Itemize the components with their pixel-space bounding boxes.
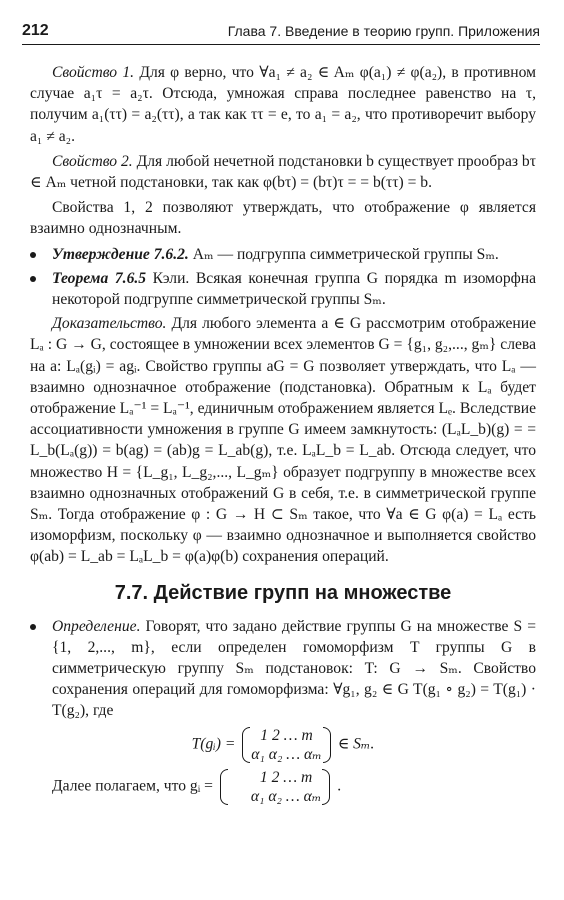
page-number: 212: [22, 22, 49, 39]
assumption-lhs: Далее полагаем, что gᵢ =: [52, 777, 213, 795]
property-1-label: Свойство 1.: [52, 64, 135, 81]
matrix-bottom-row: α₁ α₂ … αₘ: [251, 745, 322, 763]
definition-label: Определение.: [52, 617, 141, 635]
property-1-text: Для φ верно, что ∀a₁ ≠ a₂ ∈ Aₘ φ(a₁) ≠ φ(a₂), в противном случае a₁τ = a₂τ. Отсюда, умножая справа последнее равенство на τ, получим a₁(ττ) = a₂(ττ), а так как ττ = e, то a₁ = a₂, что противоречит выбору a₁ ≠ a₂.: [30, 64, 536, 145]
permutation-formula: [30, 726, 536, 764]
page-body: [30, 62, 536, 810]
matrix-top-row: 1 2 … m: [260, 726, 313, 744]
permutation-matrix: [242, 726, 331, 764]
definition-item: [30, 616, 536, 722]
property-2-paragraph: [30, 151, 536, 193]
proof-label: Доказательство.: [52, 315, 167, 333]
bullet-icon: [30, 252, 36, 258]
formula-lhs: T(gᵢ) =: [191, 735, 236, 753]
property-2-text: Для любой нечетной подстановки b существует прообраз bτ ∈ Aₘ четной подстановки, так как φ(bτ) = (bτ)τ = = b(ττ) = b.: [30, 152, 536, 192]
assumption-formula: [30, 768, 536, 806]
statement-7-6-2-item: [30, 244, 536, 265]
matrix-top-row: 1 2 … m: [259, 768, 313, 786]
running-head: Глава 7. Введение в теорию групп. Приложения: [227, 23, 540, 39]
page-header: [22, 20, 540, 45]
matrix-bottom-row: α₁ α₂ … αₘ: [250, 787, 322, 805]
theorem-text: Кэли. Всякая конечная группа G порядка m изоморфна некоторой подгруппе симметрической группы Sₘ.: [52, 269, 537, 309]
proof-text: Для любого элемента a ∈ G рассмотрим отображение Lₐ : G → G, состоящее в умножении всех элементов G = {g₁, g₂,..., gₘ} слева на a: Lₐ(gᵢ) = agᵢ. Свойство группы aG = G позволяет утверждать, что Lₐ — взаимно однозначное отображение (подстановка). Обратным к Lₐ будет отображение Lₐ⁻¹ = Lₐ⁻¹, единичным отображением является Lₑ. Вследствие ассоциативности умножения в группе G имеем замкнутость: (LₐL_b)(g) = = L_b(Lₐ(g)) = b(ag) = (ab)g = L_ab(g), т.е. LₐL_b = L_ab. Отсюда следует, что множество H = {L_g₁, L_g₂,..., L_gₘ} образует подгруппу в множестве всех взаимно однозначных отображений G в себя, т.е. в симметрической группе Sₘ. Тогда отображение φ : G → H ⊂ Sₘ такое, что ∀a ∈ G φ(a) = Lₐ есть изоморфизм, поскольку φ — взаимно однозначное и выполняется свойство φ(ab) = L_ab = LₐL_b = φ(a)φ(b) сохранения операций.: [30, 315, 536, 566]
conclusion-paragraph: Свойства 1, 2 позволяют утверждать, что отображение φ является взаимно однозначным.: [30, 199, 536, 238]
bullet-icon: [30, 276, 36, 282]
assumption-matrix: [220, 768, 331, 806]
statement-label: Утверждение 7.6.2.: [52, 245, 189, 263]
theorem-label: Теорема 7.6.5: [52, 269, 147, 287]
property-1-paragraph: [30, 62, 536, 147]
assumption-rhs: .: [337, 777, 342, 795]
property-2-label: Свойство 2.: [52, 152, 133, 170]
statement-text: Aₘ — подгруппа симметрической группы Sₘ.: [188, 245, 499, 263]
bullet-icon: [30, 624, 36, 630]
formula-rhs: ∈ Sₘ.: [337, 735, 375, 753]
proof-paragraph: [30, 313, 536, 567]
definition-text: Говорят, что задано действие группы G на множестве S = {1, 2,..., m}, если определен гомоморфизм T группы G в симметрическую группу Sₘ подстановок: T: G → Sₘ. Свойство сохранения операций для гомоморфизма: ∀g₁, g₂ ∈ G T(g₁ ∘ g₂) = T(g₁) · T(g₂), где: [52, 617, 536, 720]
theorem-7-6-5-item: [30, 268, 536, 310]
section-title: 7.7. Действие групп на множестве: [114, 581, 452, 604]
